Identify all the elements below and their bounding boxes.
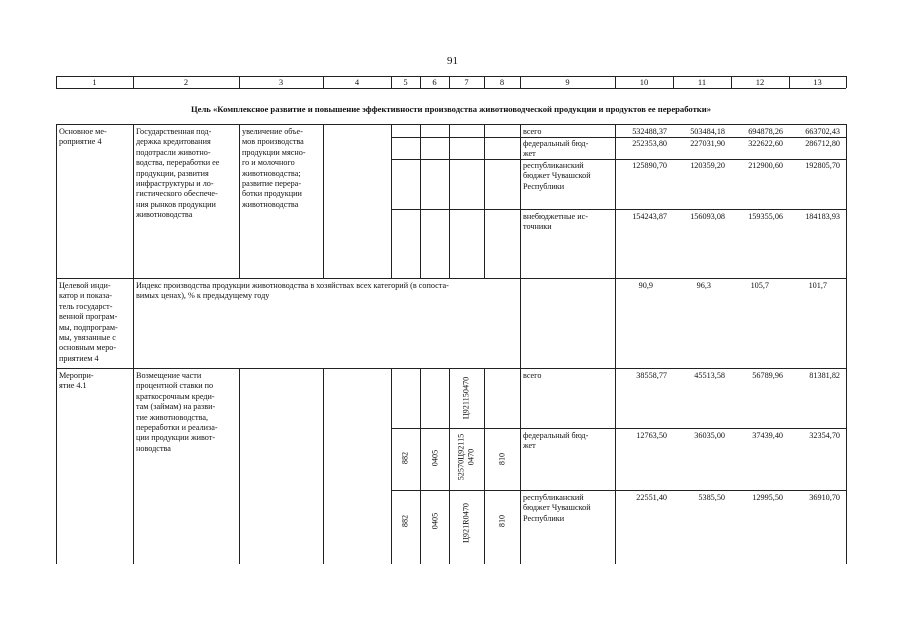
funding-source [523, 139, 588, 160]
value-cell: 81381,82 [809, 371, 840, 380]
value-cell: 532488,37 [632, 127, 667, 136]
activity-name [59, 127, 107, 148]
text-line: республиканский [523, 493, 584, 502]
table-rule [846, 76, 847, 88]
text-line: водства, переработки ее [136, 158, 220, 168]
table-rule [846, 278, 847, 368]
text-line: Возмещение части [136, 371, 202, 380]
text-line: Индекс производства продукции животноводства в хозяйствах всех категорий (в сопоста- [136, 281, 449, 290]
value-cell: 252353,80 [632, 139, 667, 148]
value-cell: 663702,43 [805, 127, 840, 136]
value-cell: 184183,93 [805, 212, 840, 221]
text-line: внебюджетные ис- [523, 212, 588, 221]
text-line: федеральный бюд- [523, 431, 589, 440]
text-line: приятием 4 [59, 353, 99, 363]
text-line: увеличение объе- [242, 127, 303, 136]
activity-name [59, 371, 94, 392]
header-col-5: 5 [403, 77, 408, 87]
text-line: Основное ме- [59, 127, 107, 136]
table-rule [133, 368, 134, 564]
value-cell: 154243,87 [632, 212, 667, 221]
value-cell: 125890,70 [632, 161, 667, 170]
table-rule [391, 124, 392, 278]
table-rule [391, 428, 846, 429]
text-line: процентной ставки по [136, 381, 214, 391]
table-rule [56, 278, 846, 279]
funding-source [523, 161, 591, 192]
header-col-3: 3 [278, 77, 284, 87]
table-rule [420, 368, 421, 564]
table-rule [615, 368, 616, 564]
header-col-11: 11 [697, 77, 707, 87]
funding-source [523, 212, 588, 233]
value-cell: 156093,08 [690, 212, 725, 221]
text-line: животноводства [242, 199, 299, 209]
text-line: тель государст- [59, 301, 113, 311]
text-line: подотрасли животно- [136, 147, 211, 157]
table-rule [239, 368, 240, 564]
text-line: Республики [523, 181, 565, 191]
text-line: вимых ценах), % к предыдущему году [136, 291, 270, 301]
text-line: Целевой инди- [59, 281, 111, 290]
indicator-label [59, 281, 118, 364]
text-line: новодства [136, 443, 171, 453]
value-cell: 96,3 [696, 281, 711, 290]
text-line: переработки и реализа- [136, 423, 218, 433]
grbs-code: 882 [400, 514, 410, 528]
table-rule [133, 124, 134, 278]
header-col-2: 2 [183, 77, 189, 87]
text-line: республиканский [523, 161, 584, 170]
text-line: животноводства; [242, 168, 301, 178]
text-line: ятие 4.1 [59, 381, 87, 391]
text-line: тие животноводства, [136, 412, 209, 422]
target-code: Ц921R0470 [461, 502, 471, 544]
page-number: 91 [447, 55, 458, 67]
table-rule [239, 124, 240, 278]
table-rule [484, 124, 485, 278]
table-rule [449, 368, 450, 564]
text-line: роприятие 4 [59, 137, 102, 147]
text-line: животноводства [136, 210, 193, 220]
target-code: Ц921150470 [461, 376, 471, 420]
value-cell: 694878,26 [748, 127, 783, 136]
table-rule [846, 124, 847, 278]
value-cell: 227031,90 [690, 139, 725, 148]
text-line: федеральный бюд- [523, 139, 589, 148]
table-rule [615, 278, 616, 368]
table-rule [484, 368, 485, 564]
table-rule [520, 124, 521, 278]
value-cell: 90,9 [638, 281, 653, 290]
table-rule [56, 368, 57, 564]
table-rule [56, 124, 57, 278]
funding-source [523, 493, 591, 524]
text-line: Меропри- [59, 371, 94, 380]
table-rule [323, 368, 324, 564]
expense-code: 810 [497, 452, 507, 466]
value-cell: 503484,18 [690, 127, 725, 136]
table-rule [846, 368, 847, 564]
text-line: точники [523, 222, 552, 232]
header-col-4: 4 [354, 77, 360, 87]
target-code: 52570Ц921150470 [456, 433, 475, 481]
text-line: ботки продукции [242, 189, 302, 199]
text-line: краткосрочным креди- [136, 391, 215, 401]
text-line: продукции, развития [136, 168, 209, 178]
value-cell: 105,7 [750, 281, 769, 290]
funding-source [523, 431, 588, 452]
value-cell: 38558,77 [636, 371, 667, 380]
section-code: 0405 [430, 512, 440, 530]
text-line: мы, увязанные с [59, 333, 116, 343]
text-line: венной програм- [59, 312, 118, 322]
table-rule [520, 278, 521, 368]
header-col-6: 6 [432, 77, 437, 87]
table-rule [56, 88, 846, 89]
value-cell: 12763,50 [636, 431, 667, 440]
text-line: бюджет Чувашской [523, 171, 591, 181]
value-cell: 36035,00 [694, 431, 725, 440]
text-line: основным меро- [59, 343, 117, 353]
text-line: держка кредитования [136, 137, 211, 147]
table-rule [391, 159, 846, 160]
text-line: ния рынков продукции [136, 199, 216, 209]
text-line: Государственная под- [136, 127, 212, 136]
value-cell: 212900,60 [748, 161, 783, 170]
header-col-1: 1 [92, 77, 97, 87]
funding-source: всего [523, 127, 542, 136]
value-cell: 5385,50 [698, 493, 725, 502]
table-rule [323, 124, 324, 278]
text-line: го и молочного [242, 158, 295, 168]
text-line: гистического обеспече- [136, 189, 218, 199]
expense-code: 810 [497, 514, 507, 528]
value-cell: 120359,20 [690, 161, 725, 170]
header-col-9: 9 [565, 77, 570, 87]
section-code: 0405 [430, 449, 440, 467]
table-rule [420, 124, 421, 278]
table-rule [56, 124, 846, 125]
table-rule [391, 209, 846, 210]
text-line: инфраструктуры и ло- [136, 179, 214, 189]
text-line: жет [523, 441, 536, 451]
indicator-text [136, 281, 449, 302]
value-cell: 322622,60 [748, 139, 783, 148]
text-line: Республики [523, 513, 565, 523]
value-cell: 32354,70 [809, 431, 840, 440]
table-rule [56, 368, 846, 369]
table-rule [520, 368, 521, 564]
table-rule [391, 490, 846, 491]
value-cell: 192805,70 [805, 161, 840, 170]
table-rule [391, 368, 392, 564]
table-rule [56, 278, 57, 368]
text-line: ции продукции живот- [136, 433, 216, 443]
value-cell: 159355,06 [748, 212, 783, 221]
value-cell: 12995,50 [752, 493, 783, 502]
text-line: катор и показа- [59, 291, 112, 301]
header-col-10: 10 [639, 77, 649, 87]
activity-description [136, 127, 219, 221]
table-rule [449, 124, 450, 278]
text-line: жет [523, 149, 536, 159]
funding-source: всего [523, 371, 542, 380]
value-cell: 45513,58 [694, 371, 725, 380]
goal-title: Цель «Комплексное развитие и повышение эффективности производства животноводческой продукции и продуктов ее переработки» [190, 104, 711, 114]
header-col-8: 8 [499, 77, 505, 87]
value-cell: 56789,96 [752, 371, 783, 380]
text-line: бюджет Чувашской [523, 503, 591, 513]
text-line: мов производства [242, 137, 304, 147]
value-cell: 37439,40 [752, 431, 783, 440]
table-rule [133, 278, 134, 368]
text-line: там (займам) на разви- [136, 402, 216, 412]
header-col-12: 12 [755, 77, 765, 87]
header-col-7: 7 [464, 77, 469, 87]
text-line: продукции мясно- [242, 147, 306, 157]
activity-result [242, 127, 306, 210]
text-line: развитие перера- [242, 179, 302, 189]
value-cell: 101,7 [808, 281, 827, 290]
value-cell: 36910,70 [809, 493, 840, 502]
header-col-13: 13 [813, 77, 822, 87]
value-cell: 286712,80 [805, 139, 840, 148]
grbs-code: 882 [400, 451, 410, 465]
text-line: мы, подпрограм- [59, 322, 118, 332]
value-cell: 22551,40 [636, 493, 667, 502]
activity-description [136, 371, 218, 454]
